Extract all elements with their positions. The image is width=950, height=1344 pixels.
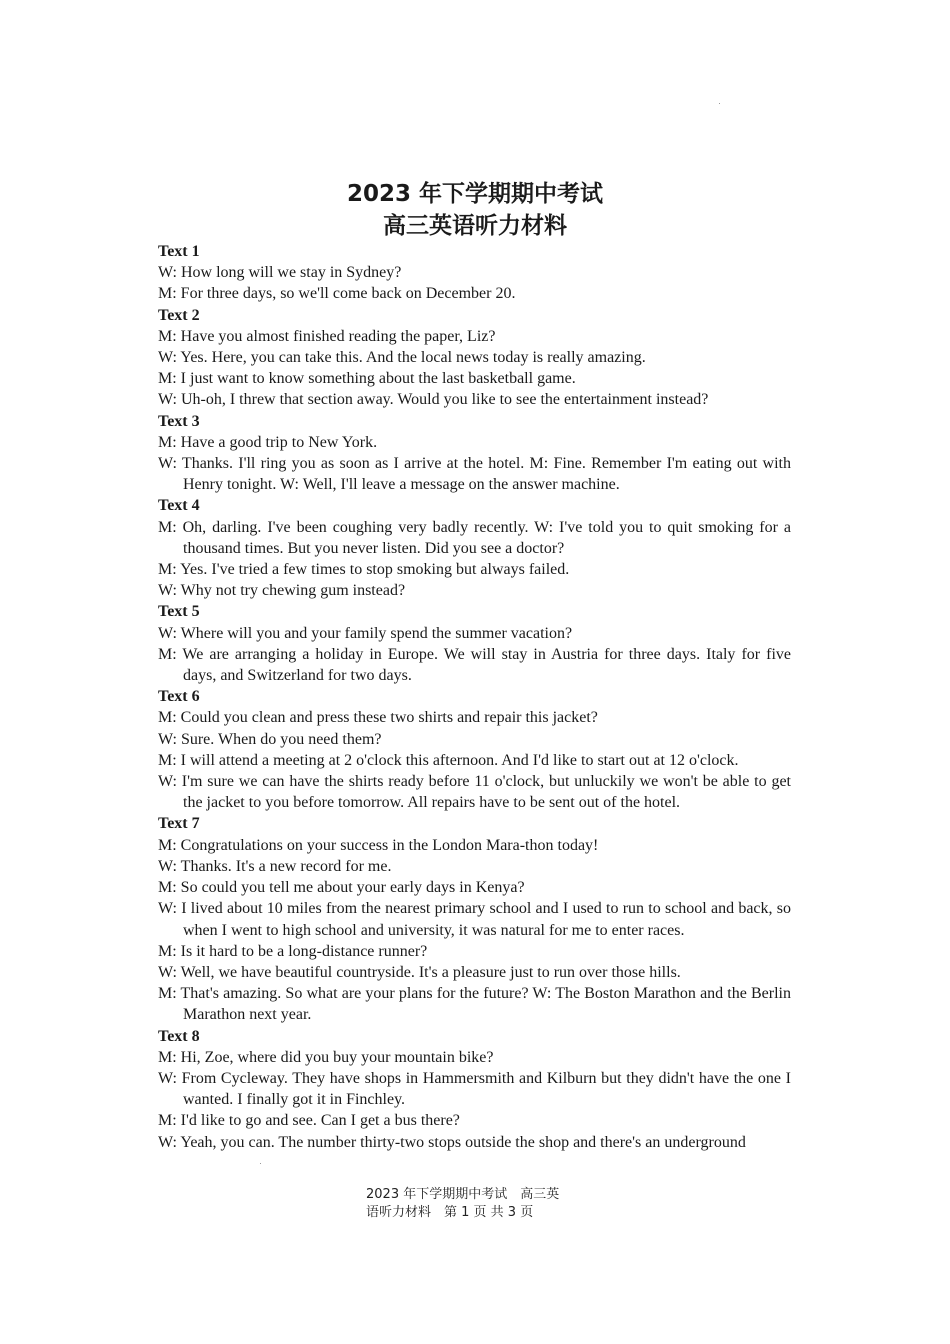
footer-line-1: 2023 年下学期期中考试 高三英 <box>366 1187 560 1202</box>
dialogue-line: W: From Cycleway. They have shops in Hammersmith and Kilburn but they didn't have the one I wanted. I finally got it in Finchley. <box>158 1069 791 1109</box>
scan-speck <box>260 1163 261 1164</box>
section-heading: Text 6 <box>158 688 200 706</box>
dialogue-line: M: I'd like to go and see. Can I get a bus there? <box>158 1112 460 1130</box>
dialogue-line: M: I just want to know something about the last basketball game. <box>158 370 576 388</box>
dialogue-line: W: Well, we have beautiful countryside. It's a pleasure just to run over those hills. <box>158 963 681 981</box>
dialogue-line: W: How long will we stay in Sydney? <box>158 264 402 282</box>
page-title: 2023 年下学期期中考试 <box>346 181 604 207</box>
dialogue-line: M: Congratulations on your success in the London Mara-thon today! <box>158 836 599 854</box>
dialogue-line: M: Yes. I've tried a few times to stop smoking but always failed. <box>158 561 570 579</box>
dialogue-line: W: Yes. Here, you can take this. And the local news today is really amazing. <box>158 349 646 367</box>
document-body <box>158 241 791 1153</box>
section-heading: Text 1 <box>158 243 200 260</box>
dialogue-line: M: Have a good trip to New York. <box>158 433 378 451</box>
dialogue-line: M: So could you tell me about your early days in Kenya? <box>158 879 525 897</box>
dialogue-line: M: That's amazing. So what are your plans for the future? W: The Boston Marathon and the Berlin Marathon next year. <box>158 985 791 1024</box>
dialogue-line: M: Is it hard to be a long-distance runner? <box>158 942 428 960</box>
dialogue-line: W: Uh-oh, I threw that section away. Would you like to see the entertainment instead? <box>158 391 709 409</box>
dialogue-line: M: Have you almost finished reading the paper, Liz? <box>158 327 496 345</box>
dialogue-line: W: I lived about 10 miles from the nearest primary school and I used to run to school and back, so when I went to high school and university, it was natural for me to enter races. <box>158 900 791 939</box>
dialogue-line: M: Hi, Zoe, where did you buy your mountain bike? <box>158 1048 494 1066</box>
dialogue-line: W: Thanks. I'll ring you as soon as I arrive at the hotel. M: Fine. Remember I'm eating out with Henry tonight. W: Well, I'll leave a message on the answer machine. <box>158 455 791 494</box>
scan-speck <box>719 103 720 104</box>
page-footer <box>366 1186 576 1222</box>
section-heading: Text 8 <box>158 1027 200 1045</box>
dialogue-line: W: Thanks. It's a new record for me. <box>158 857 392 875</box>
dialogue-line: W: Where will you and your family spend the summer vacation? <box>158 624 573 642</box>
dialogue-line: W: Sure. When do you need them? <box>158 730 382 748</box>
section-heading: Text 3 <box>158 412 200 430</box>
dialogue-line: M: We are arranging a holiday in Europe. We will stay in Austria for three days. Italy for five days, and Switzerland for two days. <box>158 645 791 685</box>
dialogue-line: W: Why not try chewing gum instead? <box>158 582 406 600</box>
dialogue-line: W: I'm sure we can have the shirts ready before 11 o'clock, but unluckily we won't be able to get the jacket to you before tomorrow. All repairs have to be sent out of the hotel. <box>158 773 791 812</box>
section-heading: Text 5 <box>158 603 200 621</box>
section-heading: Text 4 <box>158 497 200 515</box>
dialogue-line: M: Could you clean and press these two shirts and repair this jacket? <box>158 709 598 727</box>
section-heading: Text 2 <box>158 306 200 324</box>
dialogue-line: M: For three days, so we'll come back on December 20. <box>158 285 516 303</box>
dialogue-line: W: Yeah, you can. The number thirty-two stops outside the shop and there's an underground <box>158 1133 746 1151</box>
section-heading: Text 7 <box>158 815 200 833</box>
dialogue-line: M: I will attend a meeting at 2 o'clock this afternoon. And I'd like to start out at 12 o'clock. <box>158 751 739 769</box>
dialogue-line: M: Oh, darling. I've been coughing very badly recently. W: I've told you to quit smoking for a thousand times. But you never listen. Did you see a doctor? <box>158 518 791 557</box>
page-subtitle: 高三英语听力材料 <box>383 213 567 239</box>
footer-line-2: 语听力材料 第 1 页 共 3 页 <box>366 1205 534 1220</box>
